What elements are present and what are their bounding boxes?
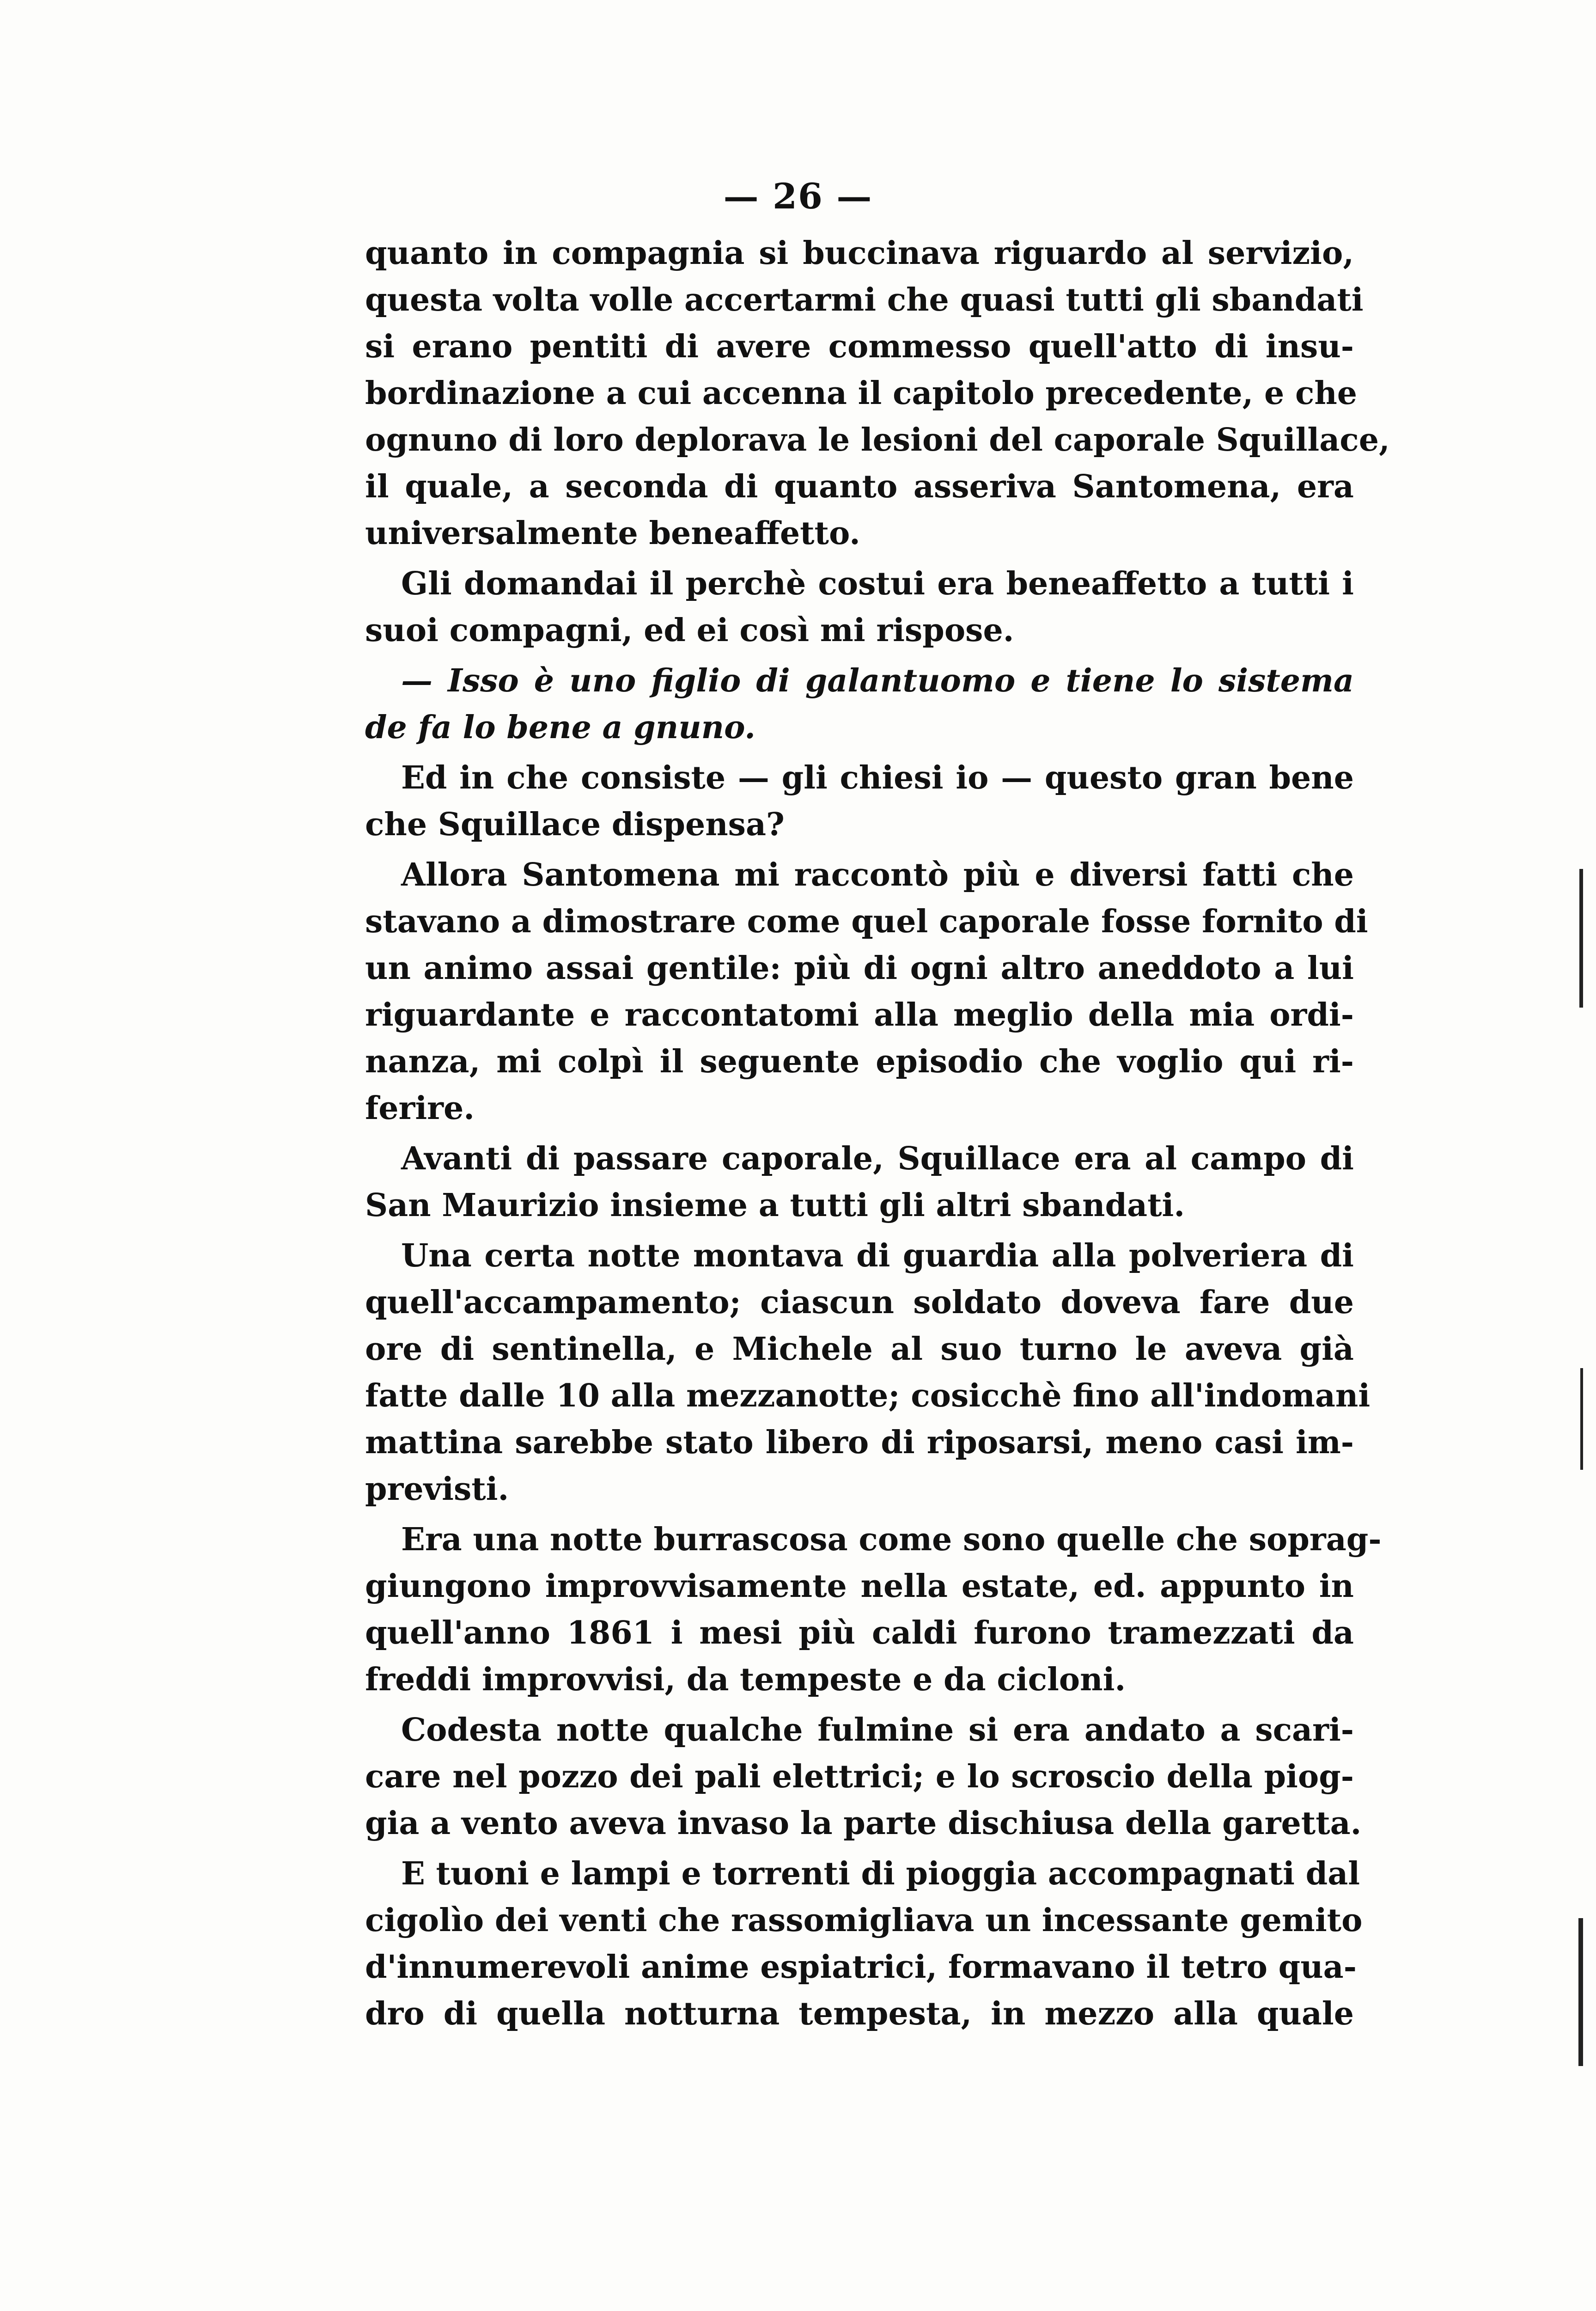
paragraph-quote — [365, 658, 1354, 751]
scan-edge-mark — [1580, 1368, 1583, 1470]
text-line: questa volta volle accertarmi che quasi tutti gli sbandati — [365, 281, 1364, 318]
paragraph — [365, 1851, 1363, 2037]
text-line: Codesta notte qualche fulmine si era andato a scari- — [401, 1712, 1354, 1749]
text-line: ore di sentinella, e Michele al suo turno le aveva già — [365, 1331, 1354, 1368]
text-line: il quale, a seconda di quanto asseriva Santomena, era — [365, 468, 1354, 505]
text-line: de fa lo bene a gnuno. — [365, 709, 755, 746]
text-line: Una certa notte montava di guardia alla polveriera di — [401, 1237, 1354, 1274]
body-text — [365, 230, 1390, 2037]
text-line: quanto in compagnia si buccinava riguardo al servizio, — [365, 235, 1354, 272]
paragraph — [365, 561, 1354, 654]
scan-edge-mark — [1579, 869, 1583, 1008]
text-line: San Maurizio insieme a tutti gli altri sbandati. — [365, 1187, 1185, 1224]
paragraph — [365, 755, 1354, 848]
scan-edge-mark — [1578, 1918, 1583, 2066]
text-line: mattina sarebbe stato libero di riposarsi, meno casi im- — [365, 1424, 1354, 1461]
text-line: freddi improvvisi, da tempeste e da cicloni. — [365, 1661, 1126, 1698]
text-line: suoi compagni, ed ei così mi rispose. — [365, 612, 1014, 649]
text-line: riguardante e raccontatomi alla meglio della mia ordi- — [365, 997, 1354, 1033]
text-line: fatte dalle 10 alla mezzanotte; cosicchè fino all'indomani — [365, 1377, 1371, 1414]
paragraph — [365, 1233, 1371, 1513]
text-line: che Squillace dispensa? — [365, 806, 785, 843]
text-line: Era una notte burrascosa come sono quelle che soprag- — [401, 1521, 1382, 1558]
text-line: universalmente beneaffetto. — [365, 515, 860, 552]
text-line: Gli domandai il perchè costui era beneaffetto a tutti i — [401, 565, 1354, 602]
text-line: Allora Santomena mi raccontò più e diversi fatti che — [401, 856, 1354, 893]
text-line: quell'accampamento; ciascun soldato doveva fare due — [365, 1284, 1354, 1321]
text-line: ferire. — [365, 1090, 475, 1127]
paragraph — [365, 852, 1368, 1132]
text-line: care nel pozzo dei pali elettrici; e lo scroscio della piog- — [365, 1758, 1354, 1795]
page-number: — 26 — — [723, 176, 873, 217]
text-line: un animo assai gentile: più di ogni altro aneddoto a lui — [365, 950, 1354, 987]
text-line: — Isso è uno figlio di galantuomo e tiene lo sistema — [401, 662, 1354, 699]
text-line: giungono improvvisamente nella estate, ed. appunto in — [365, 1568, 1354, 1605]
text-line: si erano pentiti di avere commesso quell'atto di insu- — [365, 328, 1354, 365]
text-line: E tuoni e lampi e torrenti di pioggia accompagnati dal — [401, 1855, 1360, 1892]
paragraph — [365, 1136, 1354, 1229]
text-line: ognuno di loro deplorava le lesioni del caporale Squillace, — [365, 422, 1390, 459]
paragraph — [365, 1707, 1362, 1847]
text-line: previsti. — [365, 1471, 509, 1508]
text-line: nanza, mi colpì il seguente episodio che voglio qui ri- — [365, 1043, 1354, 1080]
text-line: gia a vento aveva invaso la parte dischiusa della garetta. — [365, 1805, 1362, 1842]
text-line: cigolìo dei venti che rassomigliava un incessante gemito — [365, 1902, 1363, 1939]
text-line: bordinazione a cui accenna il capitolo precedente, e che — [365, 375, 1358, 412]
text-line: dro di quella notturna tempesta, in mezzo alla quale — [365, 1995, 1354, 2032]
text-line: Ed in che consiste — gli chiesi io — questo gran bene — [401, 759, 1354, 796]
text-line: Avanti di passare caporale, Squillace era al campo di — [401, 1140, 1354, 1177]
paragraph — [365, 1516, 1382, 1703]
text-line: d'innumerevoli anime espiatrici, formavano il tetro qua- — [365, 1949, 1357, 1986]
text-line: stavano a dimostrare come quel caporale fosse fornito di — [365, 903, 1368, 940]
paragraph — [365, 230, 1390, 557]
text-line: quell'anno 1861 i mesi più caldi furono tramezzati da — [365, 1614, 1354, 1651]
